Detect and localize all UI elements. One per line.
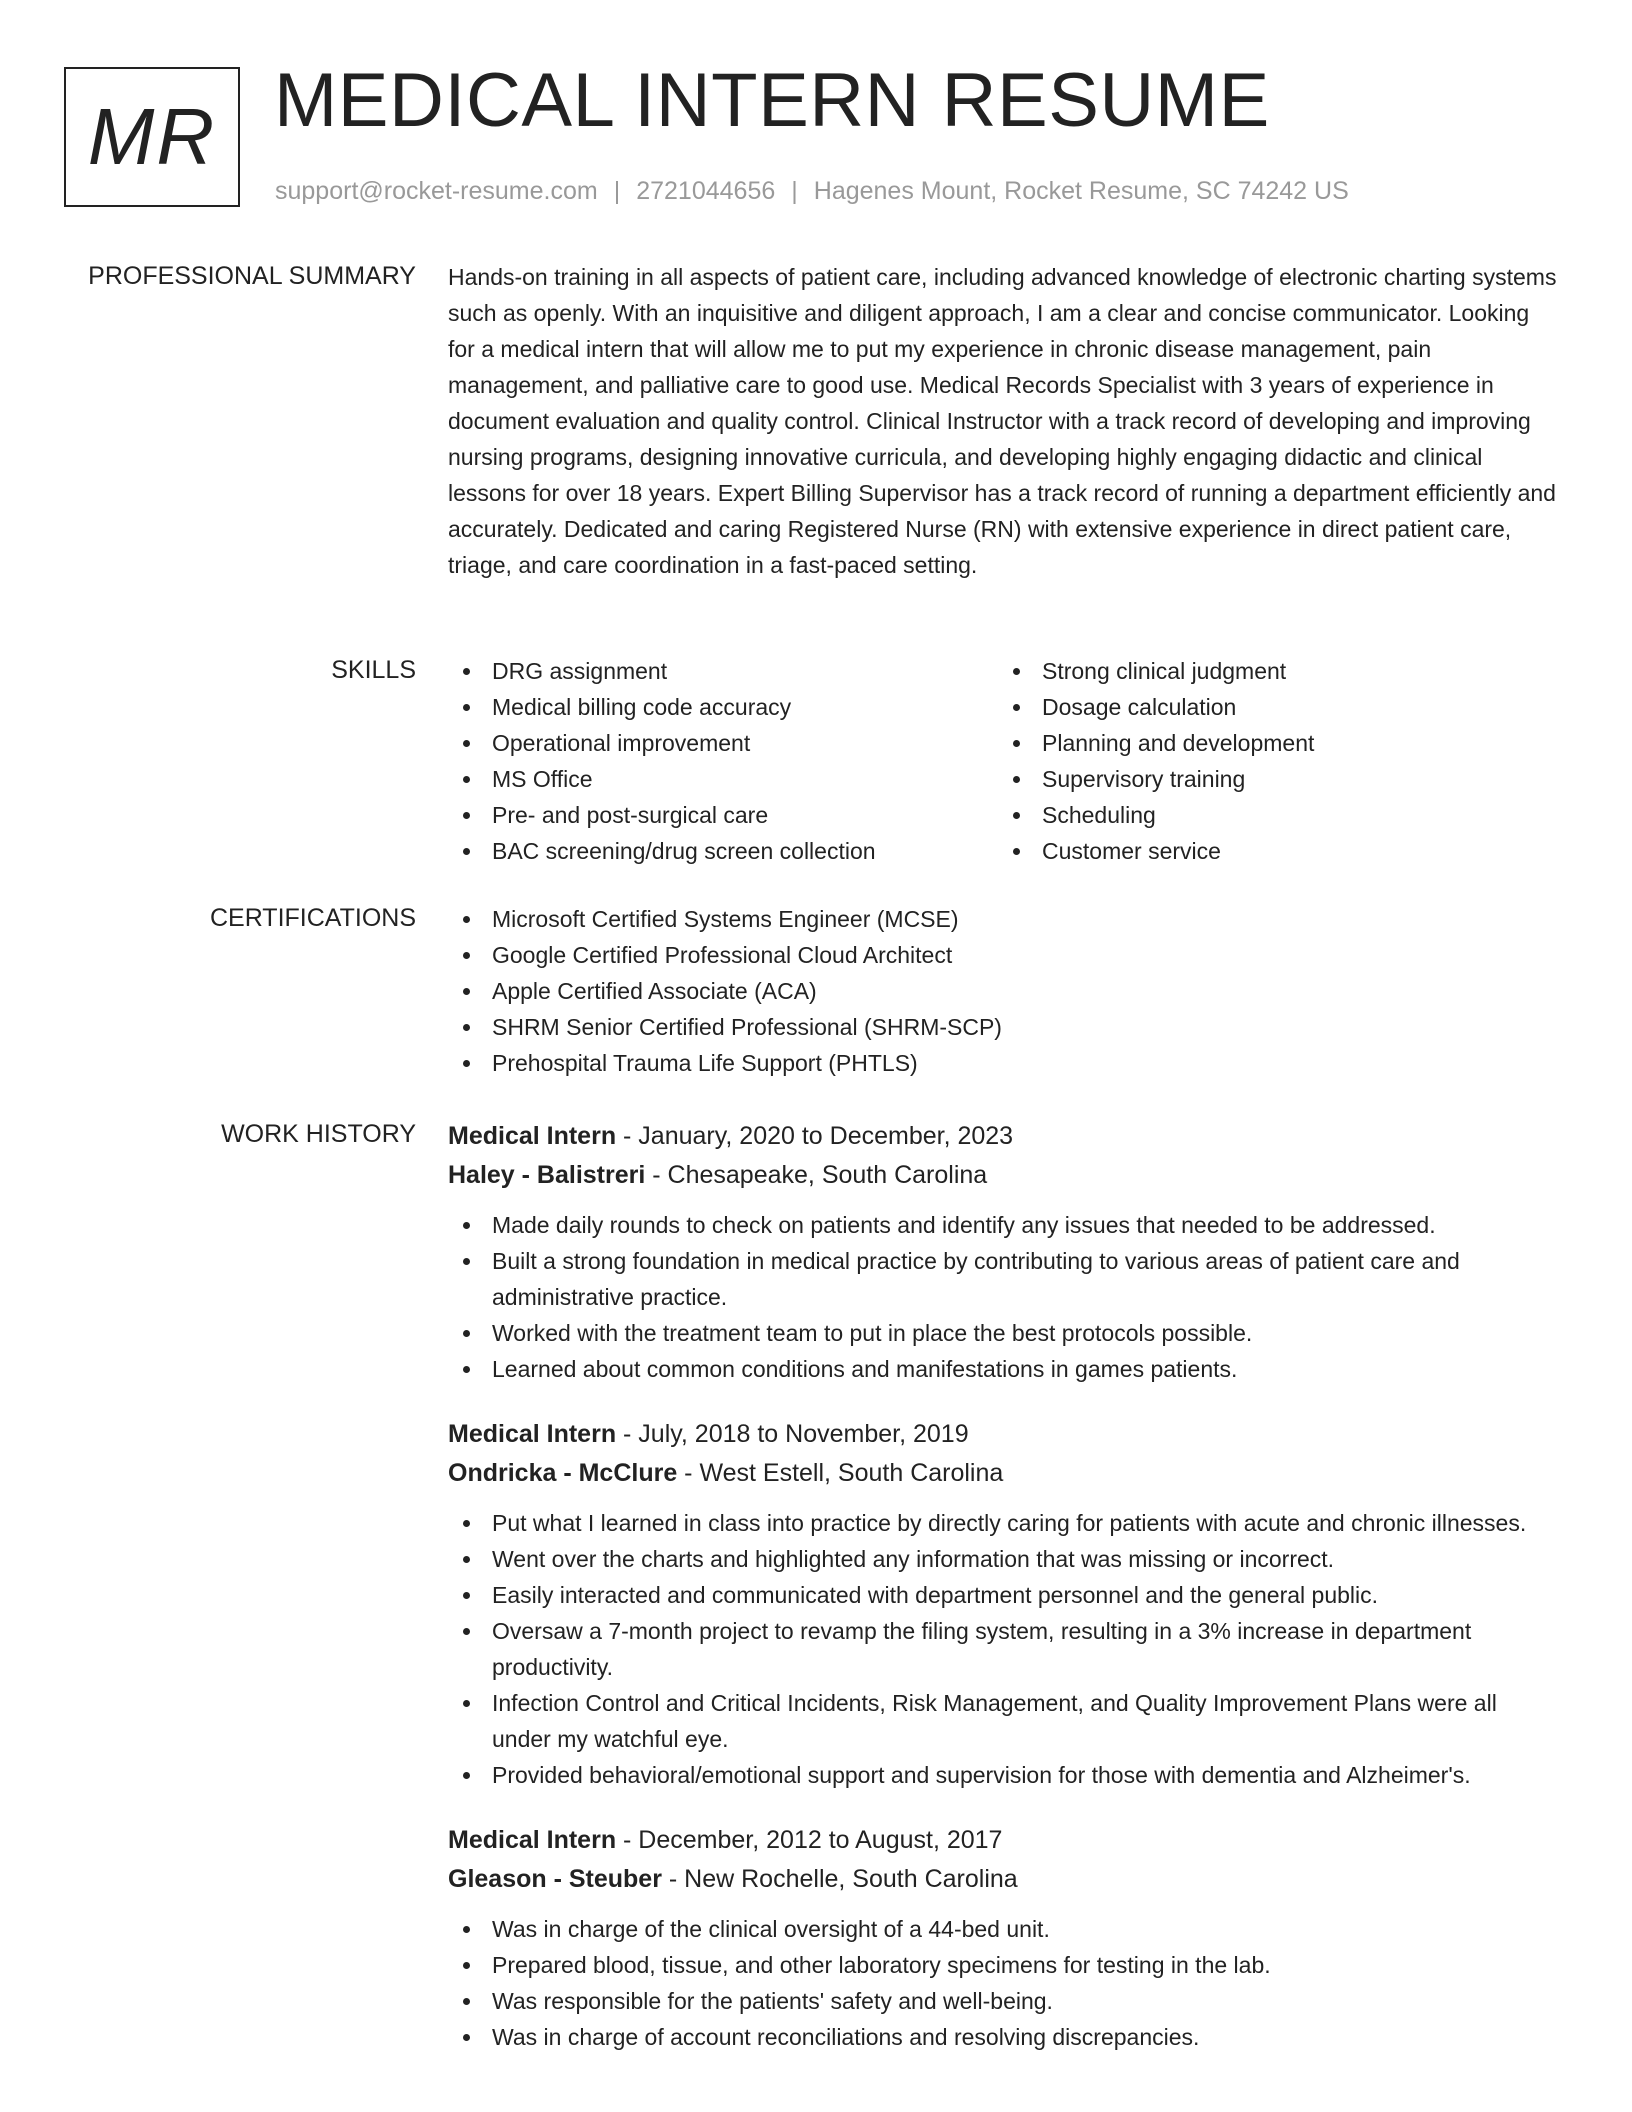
- job-dates: - July, 2018 to November, 2019: [616, 1420, 969, 1448]
- certification-item: SHRM Senior Certified Professional (SHRM-SCP): [448, 1009, 1560, 1045]
- job-duty-item: Was in charge of account reconciliations and resolving discrepancies.: [448, 2019, 1560, 2055]
- skill-item: Planning and development: [998, 725, 1548, 761]
- contact-separator: |: [791, 177, 798, 205]
- skills-heading: SKILLS: [331, 656, 416, 684]
- monogram-box: [64, 67, 240, 207]
- job-duty-item: Put what I learned in class into practice by directly caring for patients with acute and chronic illnesses.: [448, 1505, 1560, 1541]
- skill-item: DRG assignment: [448, 653, 998, 689]
- page-title: MEDICAL INTERN RESUME: [274, 58, 1270, 143]
- skill-item: Dosage calculation: [998, 689, 1548, 725]
- certifications-heading: CERTIFICATIONS: [209, 904, 416, 932]
- certifications-body: [448, 901, 1560, 1081]
- skill-item: Strong clinical judgment: [998, 653, 1548, 689]
- job-duty-item: Went over the charts and highlighted any information that was missing or incorrect.: [448, 1541, 1560, 1577]
- certification-item: Apple Certified Associate (ACA): [448, 973, 1560, 1009]
- certification-item: Microsoft Certified Systems Engineer (MCSE): [448, 901, 1560, 937]
- work-history-body: [448, 1117, 1560, 2083]
- skills-list-right: [998, 653, 1548, 869]
- job-company-line: [448, 1156, 1560, 1195]
- job-duties-list: [448, 1207, 1560, 1387]
- job-duty-item: Oversaw a 7-month project to revamp the filing system, resulting in a 3% increase in department productivity.: [448, 1613, 1560, 1685]
- job-location: - West Estell, South Carolina: [677, 1459, 1004, 1487]
- certification-item: Google Certified Professional Cloud Architect: [448, 937, 1560, 973]
- job-title: Medical Intern: [448, 1122, 617, 1150]
- job-dates: - December, 2012 to August, 2017: [616, 1826, 1003, 1854]
- contact-email: support@rocket-resume.com: [275, 177, 598, 205]
- contact-separator: |: [613, 177, 621, 205]
- job-entry: [448, 1117, 1560, 1387]
- job-duty-item: Learned about common conditions and manifestations in games patients.: [448, 1351, 1560, 1387]
- monogram-initials: MR: [87, 92, 217, 181]
- job-duties-list: [448, 1911, 1560, 2055]
- summary-heading: PROFESSIONAL SUMMARY: [88, 262, 416, 290]
- job-title-line: [448, 1117, 1560, 1156]
- job-company-line: [448, 1860, 1560, 1899]
- skills-grid: [448, 653, 1560, 869]
- job-title-line: [448, 1415, 1560, 1454]
- certifications-list: [448, 901, 1560, 1081]
- job-title: Medical Intern: [448, 1826, 617, 1854]
- job-duty-item: Worked with the treatment team to put in place the best protocols possible.: [448, 1315, 1560, 1351]
- job-duty-item: Built a strong foundation in medical practice by contributing to various areas of patient care and administrative practice.: [448, 1243, 1560, 1315]
- job-company-line: [448, 1454, 1560, 1493]
- skill-item: Pre- and post-surgical care: [448, 797, 998, 833]
- job-duty-item: Was in charge of the clinical oversight of a 44-bed unit.: [448, 1911, 1560, 1947]
- job-duties-list: [448, 1505, 1560, 1793]
- job-duty-item: Infection Control and Critical Incidents, Risk Management, and Quality Improvement Plans were all under my watchful eye.: [448, 1685, 1560, 1757]
- skill-item: BAC screening/drug screen collection: [448, 833, 998, 869]
- skill-item: Operational improvement: [448, 725, 998, 761]
- job-company: Ondricka - McClure: [448, 1459, 678, 1487]
- summary-body: [448, 259, 1560, 583]
- job-duty-item: Made daily rounds to check on patients and identify any issues that needed to be addressed.: [448, 1207, 1560, 1243]
- contact-line: [275, 174, 1349, 208]
- skill-item: Customer service: [998, 833, 1548, 869]
- summary-text: Hands-on training in all aspects of patient care, including advanced knowledge of electronic charting systems such as openly. With an inquisitive and diligent approach, I am a clear and concise communicator. Looking for a medical intern that will allow me to put my experience in chronic disease management, pain management, and palliative care to good use. Medical Records Specialist with 3 years of experience in document evaluation and quality control. Clinical Instructor with a track record of developing and improving nursing programs, designing innovative curricula, and developing highly engaging didactic and clinical lessons for over 18 years. Expert Billing Supervisor has a track record of running a department efficiently and accurately. Dedicated and caring Registered Nurse (RN) with extensive experience in direct patient care, triage, and care coordination in a fast-paced setting.: [448, 264, 1557, 578]
- job-duty-item: Provided behavioral/emotional support and supervision for those with dementia and Alzheimer's.: [448, 1757, 1560, 1793]
- job-location: - New Rochelle, South Carolina: [661, 1865, 1018, 1893]
- job-dates: - January, 2020 to December, 2023: [616, 1122, 1014, 1150]
- skill-item: MS Office: [448, 761, 998, 797]
- job-entry: [448, 1821, 1560, 2055]
- certification-item: Prehospital Trauma Life Support (PHTLS): [448, 1045, 1560, 1081]
- contact-address: Hagenes Mount, Rocket Resume, SC 74242 US: [813, 177, 1349, 205]
- contact-phone: 2721044656: [636, 177, 776, 205]
- job-company: Gleason - Steuber: [448, 1865, 662, 1893]
- job-title: Medical Intern: [448, 1420, 617, 1448]
- job-location: - Chesapeake, South Carolina: [645, 1161, 988, 1189]
- skills-list-left: [448, 653, 998, 869]
- job-duty-item: Was responsible for the patients' safety and well-being.: [448, 1983, 1560, 2019]
- job-entry: [448, 1415, 1560, 1793]
- job-company: Haley - Balistreri: [448, 1161, 646, 1189]
- skill-item: Medical billing code accuracy: [448, 689, 998, 725]
- skill-item: Scheduling: [998, 797, 1548, 833]
- job-duty-item: Prepared blood, tissue, and other laboratory specimens for testing in the lab.: [448, 1947, 1560, 1983]
- job-title-line: [448, 1821, 1560, 1860]
- job-duty-item: Easily interacted and communicated with department personnel and the general public.: [448, 1577, 1560, 1613]
- skill-item: Supervisory training: [998, 761, 1548, 797]
- work-history-heading: WORK HISTORY: [221, 1120, 416, 1148]
